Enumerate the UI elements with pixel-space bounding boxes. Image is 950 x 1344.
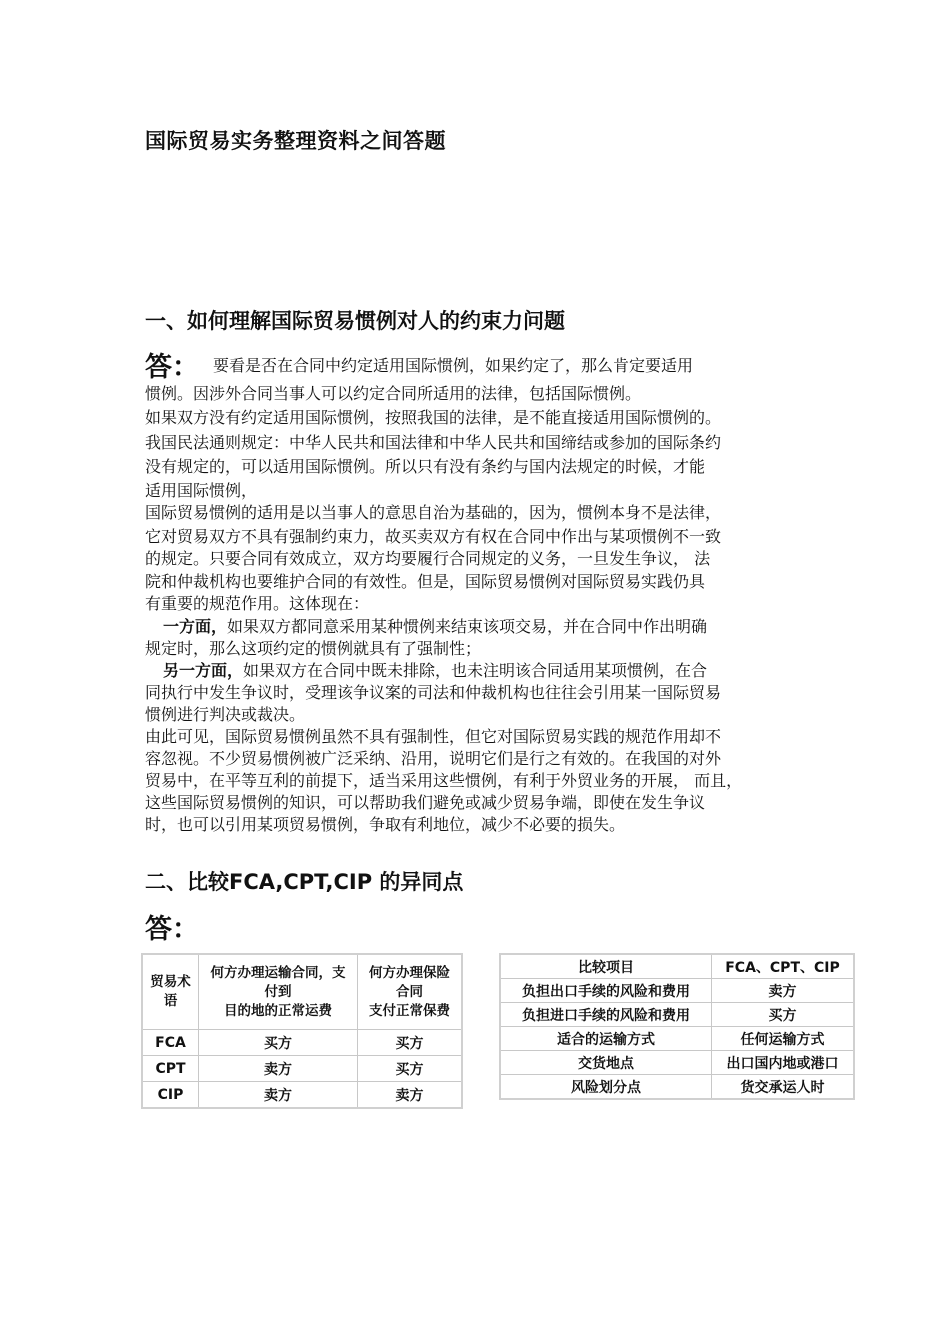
table-cell: 卖方 (199, 1082, 358, 1109)
section2-answer-label: 答： (145, 914, 199, 945)
table-cell: 出口国内地或港口 (712, 1051, 855, 1075)
section2-heading: 二、比较FCA,CPT,CIP 的异同点 (145, 870, 464, 894)
table-header-row (500, 954, 854, 979)
section1-line: 我国民法通则规定：中华人民共和国法律和中华人民共和国缔结或参加的国际条约 (145, 433, 722, 452)
header-cell: FCA、CPT、CIP (712, 954, 855, 979)
point-one-paragraph (163, 617, 707, 637)
table-cell: 买方 (358, 1030, 463, 1056)
header-cell: 何方办理保险 合同 支付正常保费 (358, 954, 463, 1030)
conclusion-line: 这些国际贸易惯例的知识，可以帮助我们避免或减少贸易争端，即使在发生争议 (145, 793, 706, 812)
section1-line: 没有规定的，可以适用国际惯例。所以只有没有条约与国内法规定的时候，才能 (145, 457, 706, 476)
table-cell: CIP (142, 1082, 199, 1109)
section1-answer-label: 答： (145, 352, 199, 383)
header-cell: 贸易术 语 (142, 954, 199, 1030)
conclusion-line: 容忽视。不少贸易惯例被广泛采纳、沿用，说明它们是行之有效的。在我国的对外 (145, 749, 722, 768)
table-cell: 负担进口手续的风险和费用 (500, 1003, 712, 1027)
section1-line: 惯例。因涉外合同当事人可以约定合同所适用的法律，包括国际惯例。 (145, 384, 642, 403)
table-row (500, 1051, 854, 1075)
table-cell: 买方 (199, 1030, 358, 1056)
section1-line: 要看是否在合同中约定适用国际惯例，如果约定了，那么肯定要适用 (213, 356, 694, 375)
trade-terms-table (141, 953, 463, 1109)
point-two-paragraph (163, 661, 707, 681)
table-cell: 任何运输方式 (712, 1027, 855, 1051)
document-title: 国际贸易实务整理资料之间答题 (145, 129, 446, 153)
conclusion-line: 由此可见，国际贸易惯例虽然不具有强制性，但它对国际贸易实践的规范作用却不 (145, 727, 722, 746)
point-two-line2: 同执行中发生争议时，受理该争议案的司法和仲裁机构也往往会引用某一国际贸易 (145, 683, 722, 702)
table-row (142, 1030, 462, 1056)
section1-line: 它对贸易双方不具有强制约束力，故买卖双方有权在合同中作出与某项惯例不一致 (145, 527, 722, 546)
point-two-label: 另一方面， (163, 661, 244, 680)
section1-line: 的规定。只要合同有效成立，双方均要履行合同规定的义务，一旦发生争议， 法 (145, 549, 711, 568)
table-cell: FCA (142, 1030, 199, 1056)
table-cell: 卖方 (712, 979, 855, 1003)
table-row (500, 979, 854, 1003)
table-cell: 货交承运人时 (712, 1075, 855, 1100)
header-cell: 比较项目 (500, 954, 712, 979)
table-row (500, 1027, 854, 1051)
table-row (500, 1003, 854, 1027)
table-row (142, 1082, 462, 1109)
section1-line: 适用国际惯例， (145, 481, 258, 500)
table-header-row (142, 954, 462, 1030)
conclusion-line: 时，也可以引用某项贸易惯例，争取有利地位，减少不必要的损失。 (145, 815, 626, 834)
conclusion-line: 贸易中，在平等互利的前提下，适当采用这些惯例，有利于外贸业务的开展， 而且， (145, 771, 743, 790)
table-row (142, 1056, 462, 1082)
table-cell: 负担出口手续的风险和费用 (500, 979, 712, 1003)
point-two-line3: 惯例进行判决或裁决。 (145, 705, 306, 724)
point-one-text: 如果双方都同意采用某种惯例来结束该项交易，并在合同中作出明确 (227, 617, 708, 636)
section1-line: 国际贸易惯例的适用是以当事人的意思自治为基础的，因为，惯例本身不是法律， (145, 503, 722, 522)
point-one-label: 一方面， (163, 617, 228, 636)
table-cell: 风险划分点 (500, 1075, 712, 1100)
section1-heading: 一、如何理解国际贸易惯例对人的约束力问题 (145, 309, 565, 333)
point-two-text: 如果双方在合同中既未排除，也未注明该合同适用某项惯例，在合 (243, 661, 708, 680)
table-cell: 卖方 (358, 1082, 463, 1109)
table-cell: 适合的运输方式 (500, 1027, 712, 1051)
header-cell: 何方办理运输合同，支 付到 目的地的正常运费 (199, 954, 358, 1030)
table-cell: 卖方 (199, 1056, 358, 1082)
table-cell: 买方 (358, 1056, 463, 1082)
table-cell: CPT (142, 1056, 199, 1082)
table-cell: 买方 (712, 1003, 855, 1027)
table-row (500, 1075, 854, 1100)
comparison-table (499, 953, 855, 1100)
table-cell: 交货地点 (500, 1051, 712, 1075)
section1-line: 院和仲裁机构也要维护合同的有效性。但是，国际贸易惯例对国际贸易实践仍具 (145, 572, 706, 591)
section1-line: 有重要的规范作用。这体现在： (145, 594, 370, 613)
section1-line: 如果双方没有约定适用国际惯例，按照我国的法律，是不能直接适用国际惯例的。 (145, 408, 722, 427)
point-one-line2: 规定时，那么这项约定的惯例就具有了强制性； (145, 639, 482, 658)
